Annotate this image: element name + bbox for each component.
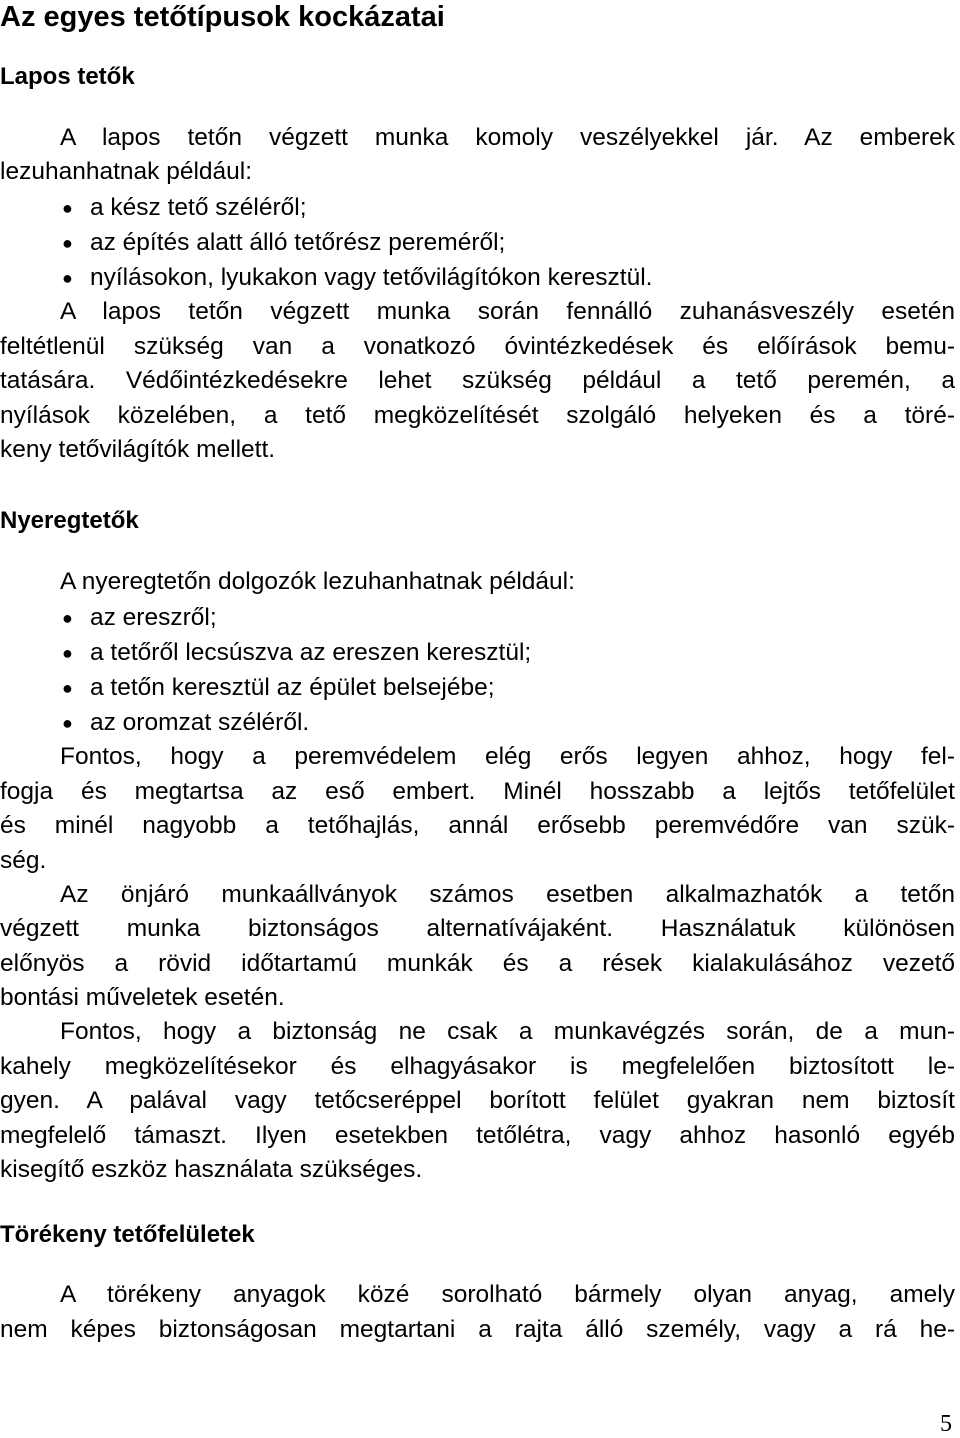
paragraph-line: fogja és megtartsa az eső embert. Minél hosszabb a lejtős tetőfelület — [0, 778, 955, 805]
paragraph-line: végzett munka biztonságos alternatívájaként. Használatuk különösen — [0, 915, 955, 942]
bullet-icon: ● — [62, 233, 73, 253]
paragraph-line: kahely megközelítésekor és elhagyásakor is megfelelően biztosított le- — [0, 1053, 955, 1080]
paragraph-line: Az önjáró munkaállványok számos esetben alkalmazhatók a tetőn — [60, 881, 955, 908]
list-item-text: az oromzat széléről. — [90, 709, 310, 736]
section-heading-fragile-roofs: Törékeny tetőfelületek — [0, 1221, 255, 1248]
bullet-icon: ● — [62, 643, 73, 663]
list-item-text: a tetőről lecsúszva az ereszen keresztül; — [90, 639, 532, 666]
list-item-text: az ereszről; — [90, 604, 217, 631]
paragraph-line: előnyös a rövid időtartamú munkák és a rések kialakulásához vezető — [0, 950, 955, 977]
page-title: Az egyes tetőtípusok kockázatai — [0, 1, 445, 33]
paragraph-line: gyen. A palával vagy tetőcseréppel borított felület gyakran nem biztosít — [0, 1087, 955, 1114]
paragraph-line: Fontos, hogy a biztonság ne csak a munkavégzés során, de a mun- — [60, 1018, 955, 1045]
paragraph-line: A nyeregtetőn dolgozók lezuhanhatnak például: — [60, 568, 575, 595]
paragraph-line: nyílások közelében, a tető megközelítését szolgáló helyeken és a töré- — [0, 402, 955, 429]
paragraph-line: bontási műveletek esetén. — [0, 984, 285, 1011]
list-item-text: az építés alatt álló tetőrész pereméről; — [90, 229, 506, 256]
paragraph-line: keny tetővilágítók mellett. — [0, 436, 276, 463]
page-number: 5 — [940, 1411, 952, 1437]
list-item-text: a tetőn keresztül az épület belsejébe; — [90, 674, 495, 701]
paragraph-line: ség. — [0, 847, 47, 874]
list-item-text: nyílásokon, lyukakon vagy tetővilágítókon keresztül. — [90, 264, 653, 291]
section-heading-gable-roofs: Nyeregtetők — [0, 507, 139, 534]
section-heading-flat-roofs: Lapos tetők — [0, 63, 135, 90]
bullet-icon: ● — [62, 608, 73, 628]
paragraph-line: Fontos, hogy a peremvédelem elég erős legyen ahhoz, hogy fel- — [60, 743, 955, 770]
bullet-icon: ● — [62, 268, 73, 288]
paragraph-line: tatására. Védőintézkedésekre lehet szükség például a tető peremén, a — [0, 367, 955, 394]
paragraph-line: kisegítő eszköz használata szükséges. — [0, 1156, 423, 1183]
paragraph-line: nem képes biztonságosan megtartani a rajta álló személy, vagy a rá he- — [0, 1316, 955, 1343]
bullet-icon: ● — [62, 678, 73, 698]
bullet-icon: ● — [62, 198, 73, 218]
paragraph-line: lezuhanhatnak például: — [0, 158, 253, 185]
list-item-text: a kész tető széléről; — [90, 194, 307, 221]
paragraph-line: A törékeny anyagok közé sorolható bármely olyan anyag, amely — [60, 1281, 955, 1308]
bullet-icon: ● — [62, 713, 73, 733]
paragraph-line: megfelelő támaszt. Ilyen esetekben tetőlétra, vagy ahhoz hasonló egyéb — [0, 1122, 955, 1149]
paragraph-line: feltétlenül szükség van a vonatkozó óvintézkedések és előírások bemu- — [0, 333, 955, 360]
paragraph-line: és minél nagyobb a tetőhajlás, annál erősebb peremvédőre van szük- — [0, 812, 955, 839]
paragraph-line: A lapos tetőn végzett munka során fennálló zuhanásveszély esetén — [60, 298, 955, 325]
paragraph-line: A lapos tetőn végzett munka komoly veszélyekkel jár. Az emberek — [60, 124, 955, 151]
